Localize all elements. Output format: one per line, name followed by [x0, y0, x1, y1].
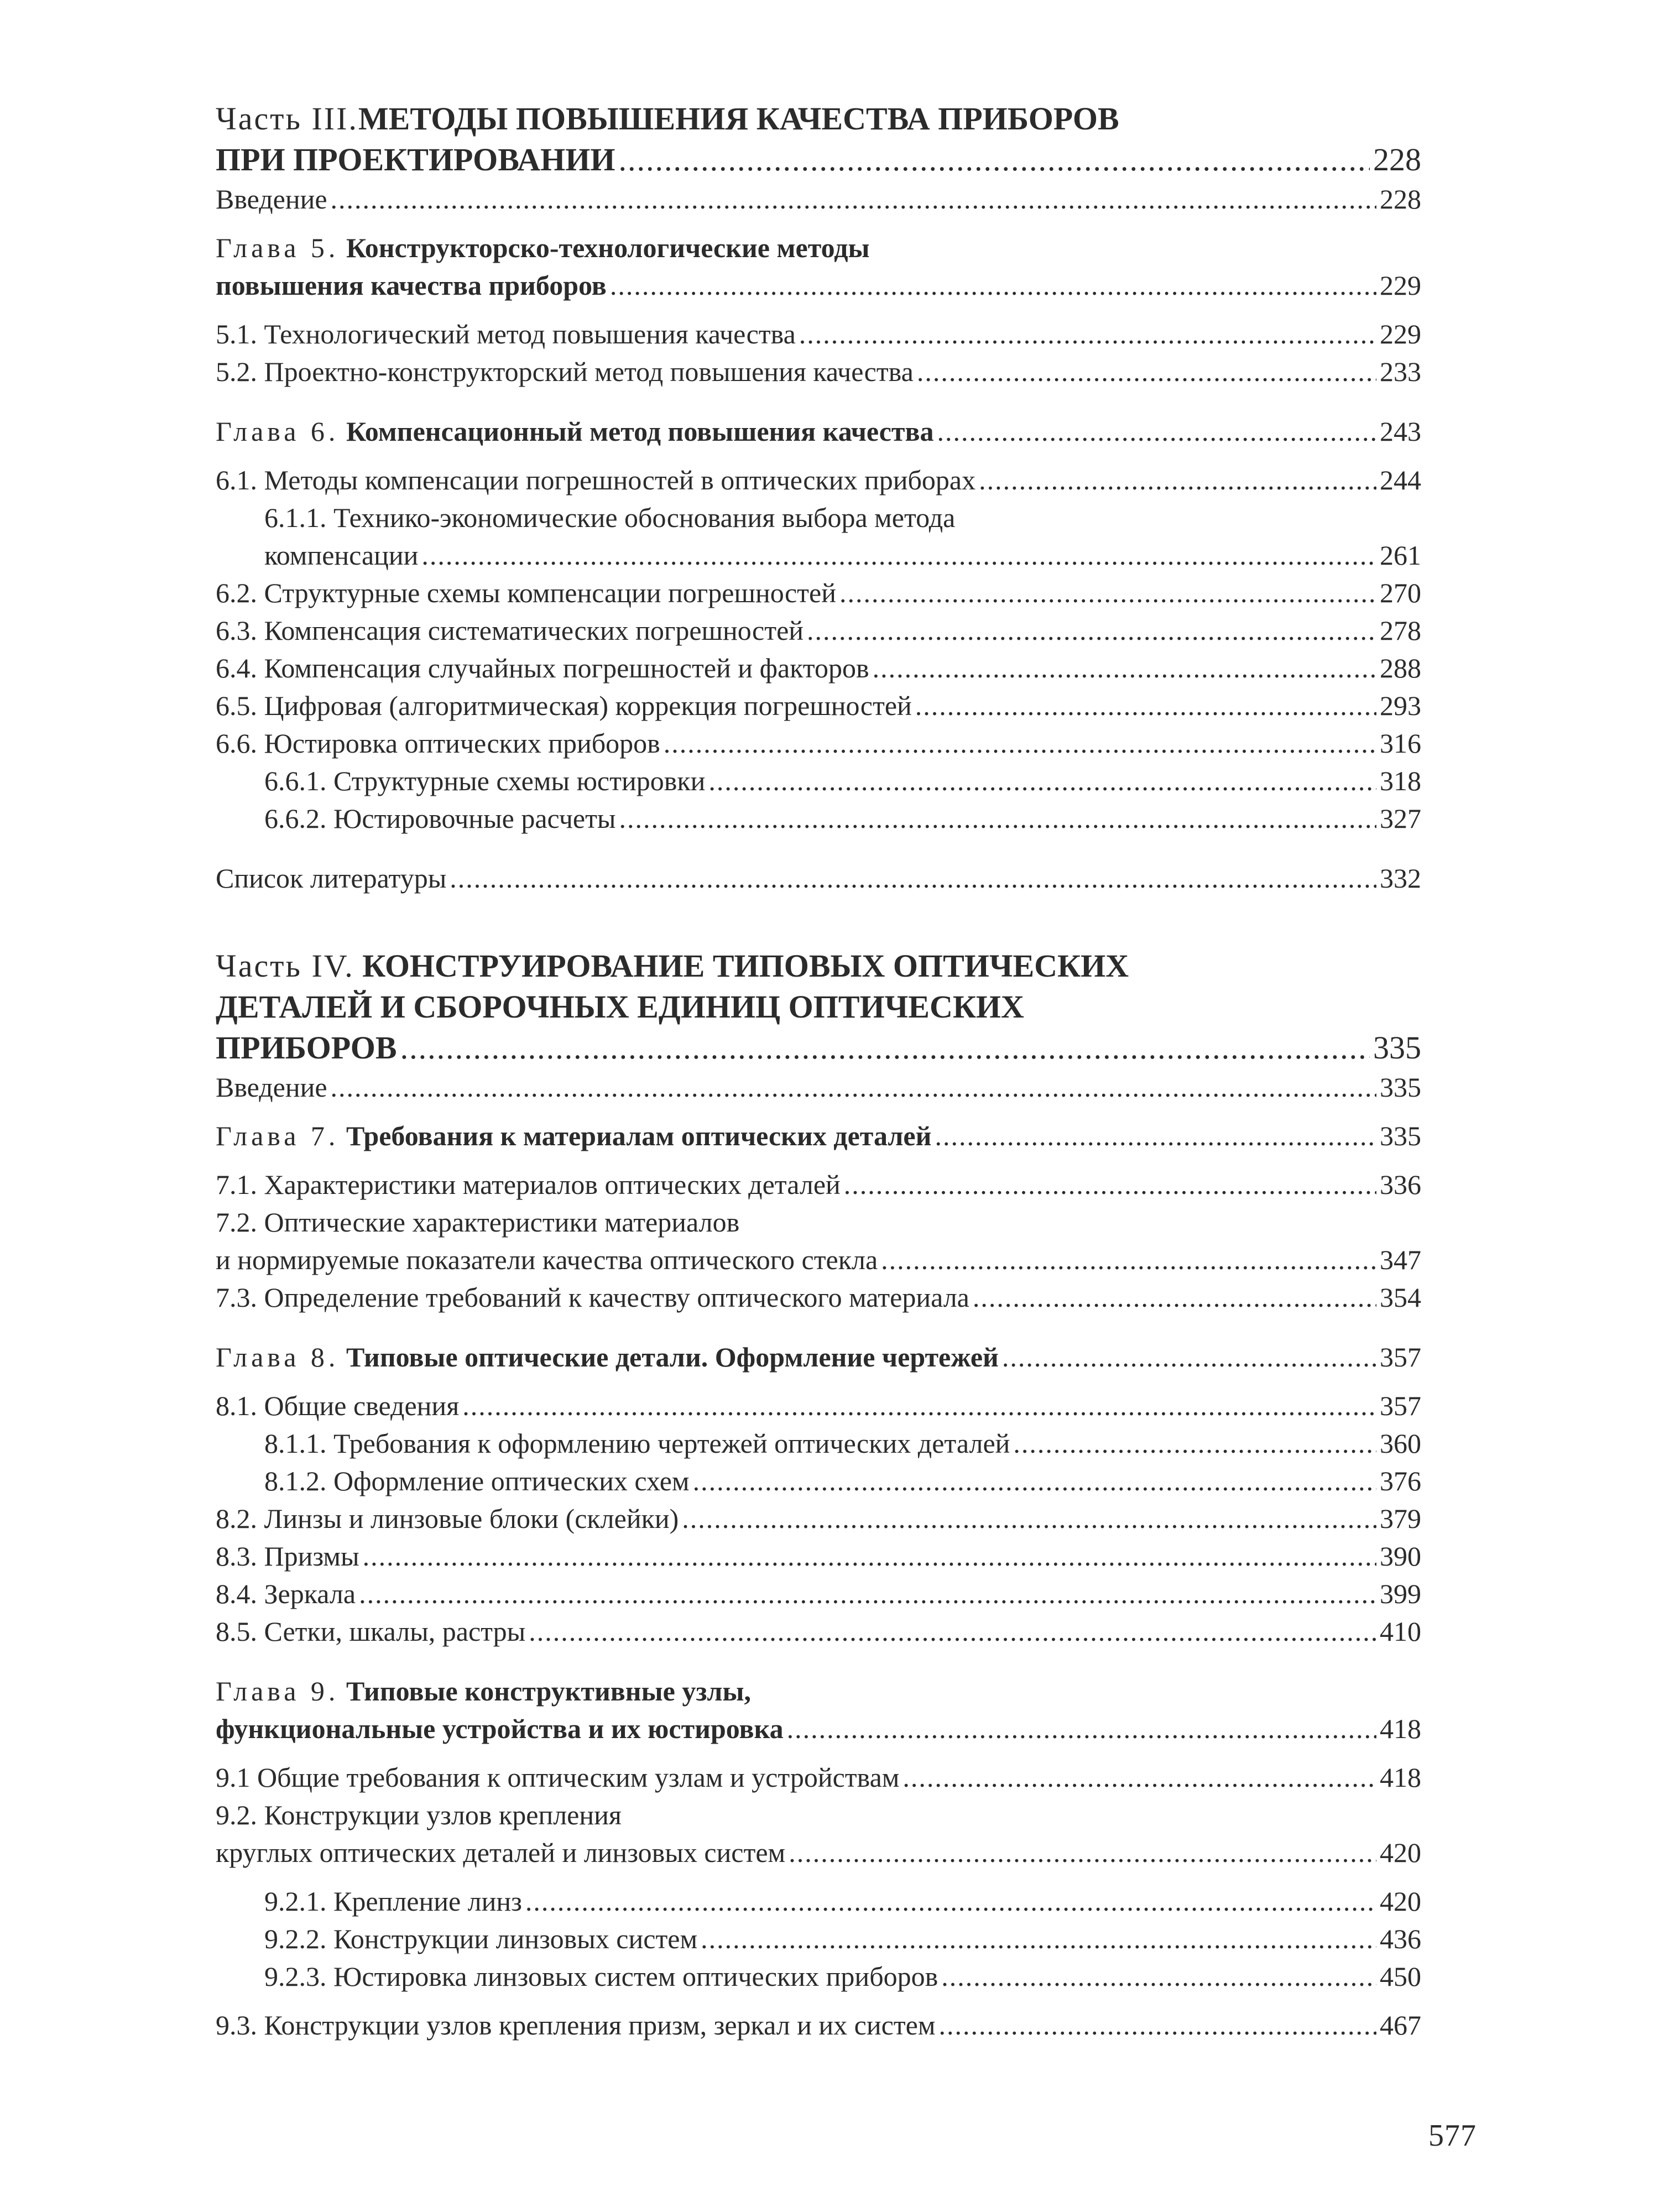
chapter-label: Глава 6. — [216, 416, 340, 447]
chapter-title: Компенсационный метод повышения качества — [346, 416, 934, 447]
toc-entry[interactable] — [216, 1613, 1421, 1650]
entry-title: 5.1. Технологический метод повышения качества — [216, 319, 796, 349]
entry-title: 6.4. Компенсация случайных погрешностей и факторов — [216, 653, 869, 684]
entry-title: 8.3. Призмы — [216, 1541, 359, 1572]
toc-entry[interactable] — [216, 2006, 1421, 2044]
entry-title: 9.2. Конструкции узлов крепления — [216, 1799, 622, 1830]
toc-entry — [216, 1796, 1421, 1834]
page-ref: 390 — [1380, 1541, 1421, 1572]
entry-title: 9.2.2. Конструкции линзовых систем — [264, 1923, 698, 1954]
page-ref: 244 — [1380, 465, 1421, 495]
toc-entry[interactable] — [216, 1068, 1421, 1106]
toc-entry[interactable] — [216, 1575, 1421, 1613]
entry-title: 6.3. Компенсация систематических погрешностей — [216, 615, 804, 646]
page-ref: 436 — [1380, 1923, 1421, 1954]
page-ref: 261 — [1380, 540, 1421, 571]
entry-title: 7.3. Определение требований к качеству оптического материала — [216, 1282, 969, 1313]
entry-title: 6.1.1. Технико-экономические обоснования выбора метода — [264, 502, 956, 533]
toc-entry[interactable] — [216, 1279, 1421, 1316]
toc-entry[interactable] — [216, 800, 1421, 837]
entry-title: Список литературы — [216, 863, 447, 894]
toc-entry[interactable] — [216, 1537, 1421, 1575]
entry-title: 5.2. Проектно-конструкторский метод повышения качества — [216, 356, 914, 387]
toc-entry[interactable] — [216, 353, 1421, 390]
toc-entry[interactable] — [216, 762, 1421, 800]
entry-title: 6.6.1. Структурные схемы юстировки — [264, 765, 706, 796]
page-ref: 335 — [1380, 1120, 1421, 1151]
chapter-title: Требования к материалам оптических деталей — [346, 1120, 932, 1151]
chapter-title: Типовые конструктивные узлы, — [346, 1676, 752, 1707]
page-ref: 360 — [1380, 1428, 1421, 1459]
page-ref: 357 — [1380, 1342, 1421, 1373]
chapter-label: Глава 9. — [216, 1676, 340, 1707]
toc-entry[interactable] — [216, 1387, 1421, 1425]
toc-entry[interactable] — [216, 139, 1421, 180]
entry-title: 9.2.1. Крепление линз — [264, 1886, 522, 1917]
toc-entry[interactable] — [216, 315, 1421, 353]
toc-entry[interactable] — [216, 724, 1421, 762]
page-ref: 229 — [1380, 270, 1421, 301]
toc-entry[interactable] — [216, 413, 1421, 450]
toc-entry[interactable] — [216, 1920, 1421, 1958]
toc-entry[interactable] — [216, 649, 1421, 687]
page-ref: 347 — [1380, 1244, 1421, 1275]
entry-title: 6.6.2. Юстировочные расчеты — [264, 803, 616, 834]
chapter-label: Глава 5. — [216, 232, 340, 263]
entry-title: 7.1. Характеристики материалов оптических деталей — [216, 1169, 841, 1200]
page-ref: 243 — [1380, 416, 1421, 447]
entry-title: 6.2. Структурные схемы компенсации погрешностей — [216, 577, 836, 608]
entry-title: 8.2. Линзы и линзовые блоки (склейки) — [216, 1503, 679, 1534]
toc-entry[interactable] — [216, 1241, 1421, 1279]
entry-title: и нормируемые показатели качества оптического стекла — [216, 1244, 878, 1275]
toc-entry[interactable] — [216, 1425, 1421, 1462]
toc-entry[interactable] — [216, 1759, 1421, 1796]
page-ref: 354 — [1380, 1282, 1421, 1313]
page-ref: 288 — [1380, 653, 1421, 684]
chapter-heading — [216, 229, 1421, 267]
toc-entry[interactable] — [216, 536, 1421, 574]
page-ref: 418 — [1380, 1713, 1421, 1744]
part-title: КОНСТРУИРОВАНИЕ ТИПОВЫХ ОПТИЧЕСКИХ — [362, 948, 1129, 984]
page-ref: 229 — [1380, 319, 1421, 349]
toc-entry[interactable] — [216, 1882, 1421, 1920]
part-heading — [216, 98, 1421, 139]
entry-title: 6.5. Цифровая (алгоритмическая) коррекция погрешностей — [216, 690, 912, 721]
part-title: ПРИБОРОВ — [216, 1030, 397, 1066]
toc-entry[interactable] — [216, 859, 1421, 897]
page-ref: 293 — [1380, 690, 1421, 721]
toc-entry — [216, 1203, 1421, 1241]
entry-title: 8.1.2. Оформление оптических схем — [264, 1465, 690, 1496]
page-number: 577 — [1428, 2119, 1477, 2153]
part-heading — [216, 946, 1421, 987]
page-ref: 336 — [1380, 1169, 1421, 1200]
entry-title: 8.1. Общие сведения — [216, 1390, 460, 1421]
toc-entry[interactable] — [216, 1166, 1421, 1203]
chapter-heading — [216, 1672, 1421, 1710]
entry-title: 9.3. Конструкции узлов крепления призм, зеркал и их систем — [216, 2010, 936, 2041]
page-ref: 357 — [1380, 1390, 1421, 1421]
page-ref: 450 — [1380, 1961, 1421, 1992]
entry-title: 8.4. Зеркала — [216, 1578, 356, 1609]
entry-title: 9.1 Общие требования к оптическим узлам и устройствам — [216, 1762, 900, 1793]
toc-entry[interactable] — [216, 1710, 1421, 1747]
page-ref: 335 — [1380, 1072, 1421, 1103]
page-ref: 467 — [1380, 2010, 1421, 2041]
page-ref: 420 — [1380, 1837, 1421, 1868]
table-of-contents — [216, 98, 1421, 2044]
entry-title: 6.1. Методы компенсации погрешностей в оптических приборах — [216, 465, 976, 495]
toc-entry[interactable] — [216, 612, 1421, 649]
page-ref: 233 — [1380, 356, 1421, 387]
toc-entry[interactable] — [216, 687, 1421, 724]
page-ref: 228 — [1373, 142, 1421, 178]
toc-entry[interactable] — [216, 1958, 1421, 1995]
entry-title: Введение — [216, 184, 327, 215]
page-ref: 418 — [1380, 1762, 1421, 1793]
part-title: ПРИ ПРОЕКТИРОВАНИИ — [216, 142, 615, 178]
entry-title: компенсации — [264, 540, 419, 571]
page-ref: 278 — [1380, 615, 1421, 646]
page-ref: 316 — [1380, 728, 1421, 759]
entry-title: 6.6. Юстировка оптических приборов — [216, 728, 660, 759]
entry-title: круглых оптических деталей и линзовых систем — [216, 1837, 786, 1868]
toc-entry[interactable] — [216, 1462, 1421, 1500]
part-heading — [216, 987, 1421, 1027]
toc-entry[interactable] — [216, 1338, 1421, 1376]
toc-entry[interactable] — [216, 1027, 1421, 1068]
page-ref: 318 — [1380, 765, 1421, 796]
toc-entry[interactable] — [216, 180, 1421, 218]
part-title: МЕТОДЫ ПОВЫШЕНИЯ КАЧЕСТВА ПРИБОРОВ — [358, 101, 1119, 137]
page-ref: 399 — [1380, 1578, 1421, 1609]
part-label: Часть III. — [216, 101, 358, 137]
toc-entry[interactable] — [216, 461, 1421, 499]
chapter-title: повышения качества приборов — [216, 270, 607, 301]
entry-title: 7.2. Оптические характеристики материалов — [216, 1207, 740, 1238]
page-ref: 376 — [1380, 1465, 1421, 1496]
chapter-label: Глава 8. — [216, 1342, 340, 1373]
part-label: Часть IV. — [216, 948, 354, 984]
entry-title: Введение — [216, 1072, 327, 1103]
page-ref: 327 — [1380, 803, 1421, 834]
page-ref: 270 — [1380, 577, 1421, 608]
chapter-label: Глава 7. — [216, 1120, 340, 1151]
toc-entry[interactable] — [216, 267, 1421, 304]
chapter-title: функциональные устройства и их юстировка — [216, 1713, 784, 1744]
entry-title: 8.1.1. Требования к оформлению чертежей оптических деталей — [264, 1428, 1010, 1459]
page-ref: 420 — [1380, 1886, 1421, 1917]
page-ref: 379 — [1380, 1503, 1421, 1534]
page-ref: 228 — [1380, 184, 1421, 215]
page-ref: 335 — [1373, 1030, 1421, 1066]
part-title: ДЕТАЛЕЙ И СБОРОЧНЫХ ЕДИНИЦ ОПТИЧЕСКИХ — [216, 989, 1024, 1025]
entry-title: 8.5. Сетки, шкалы, растры — [216, 1616, 526, 1647]
chapter-title: Типовые оптические детали. Оформление чертежей — [346, 1342, 999, 1373]
toc-entry — [216, 499, 1421, 536]
page-ref: 332 — [1380, 863, 1421, 894]
toc-entry[interactable] — [216, 1117, 1421, 1155]
entry-title: 9.2.3. Юстировка линзовых систем оптических приборов — [264, 1961, 938, 1992]
toc-entry[interactable] — [216, 574, 1421, 612]
toc-entry[interactable] — [216, 1834, 1421, 1871]
toc-entry[interactable] — [216, 1500, 1421, 1537]
page-ref: 410 — [1380, 1616, 1421, 1647]
chapter-title: Конструкторско-технологические методы — [346, 232, 870, 263]
